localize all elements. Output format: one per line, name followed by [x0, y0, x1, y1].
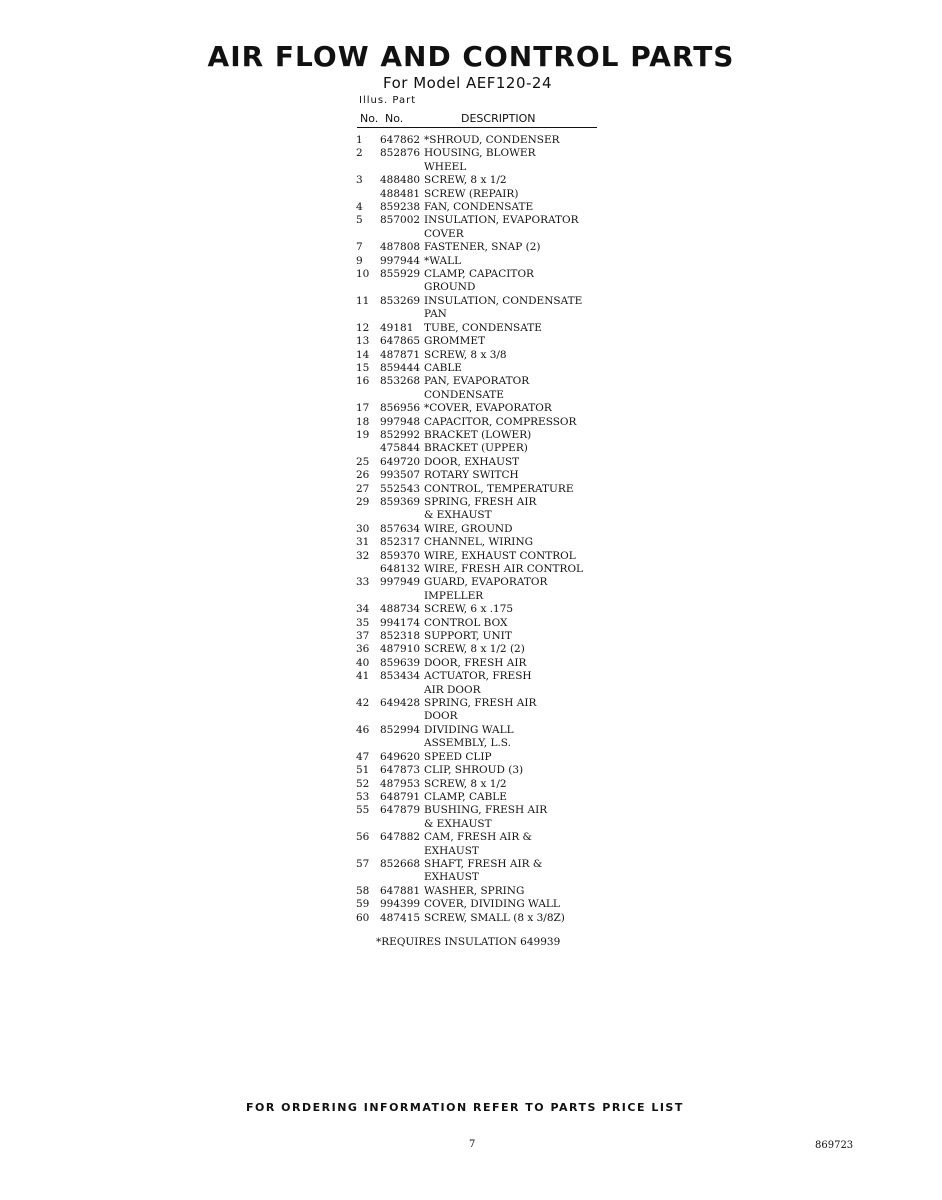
- illus-number: 37: [356, 630, 370, 643]
- part-number: 852994: [380, 723, 421, 736]
- part-row: [356, 818, 583, 831]
- column-header-part-no: No.: [385, 112, 404, 125]
- part-description: DOOR, EXHAUST: [424, 455, 520, 468]
- illus-number: 59: [356, 898, 370, 911]
- illus-number: [356, 509, 380, 522]
- part-number: 487953: [380, 777, 421, 790]
- part-description: CABLE: [424, 361, 462, 374]
- part-description: SHAFT, FRESH AIR &: [424, 857, 543, 870]
- part-row: [356, 268, 583, 281]
- illus-number: 10: [356, 268, 370, 281]
- part-row: [356, 831, 583, 844]
- model-subtitle: For Model AEF120-24: [383, 74, 553, 92]
- illus-number: 13: [356, 335, 370, 348]
- part-row: [356, 174, 583, 187]
- illus-number: 41: [356, 670, 370, 683]
- part-number: 475844: [380, 442, 421, 455]
- part-number: 997948: [380, 415, 421, 428]
- illus-number: [356, 871, 380, 884]
- illus-number: 42: [356, 697, 370, 710]
- part-row: [356, 617, 583, 630]
- illus-number: 18: [356, 415, 370, 428]
- part-description: *COVER, EVAPORATOR: [424, 402, 552, 415]
- part-description: CAM, FRESH AIR &: [424, 831, 532, 844]
- part-row: [356, 630, 583, 643]
- part-row: [356, 603, 583, 616]
- part-number: 857002: [380, 214, 421, 227]
- part-description: SCREW, 8 x 1/2 (2): [424, 643, 525, 656]
- part-row: [356, 416, 583, 429]
- part-row: [356, 845, 583, 858]
- parts-list: [356, 134, 583, 925]
- part-description: SCREW (REPAIR): [424, 187, 519, 200]
- part-number: 487871: [380, 348, 421, 361]
- column-header-description: DESCRIPTION: [461, 112, 536, 125]
- part-row: [356, 362, 583, 375]
- illus-number: 36: [356, 643, 370, 656]
- part-row: [356, 322, 583, 335]
- part-row: [356, 335, 583, 348]
- header-rule: [357, 127, 597, 128]
- illus-number: 7: [356, 241, 363, 254]
- part-row: [356, 456, 583, 469]
- part-row: [356, 469, 583, 482]
- part-row: [356, 643, 583, 656]
- part-description: DOOR, FRESH AIR: [424, 656, 527, 669]
- part-description: WHEEL: [424, 160, 467, 173]
- document-code: 869723: [815, 1140, 854, 1151]
- part-row: [356, 670, 583, 683]
- part-number: 649720: [380, 455, 421, 468]
- illus-number: [356, 737, 380, 750]
- part-description: SCREW, 8 x 1/2: [424, 777, 507, 790]
- part-description: GROMMET: [424, 335, 486, 348]
- illus-number: 11: [356, 294, 370, 307]
- part-number: 857634: [380, 522, 421, 535]
- illus-number: 35: [356, 616, 370, 629]
- part-row: [356, 442, 583, 455]
- part-description: CHANNEL, WIRING: [424, 536, 534, 549]
- illus-number: 15: [356, 361, 370, 374]
- illus-number: 30: [356, 522, 370, 535]
- illus-number: 4: [356, 201, 363, 214]
- part-row: [356, 147, 583, 160]
- part-row: [356, 710, 583, 723]
- part-number: 856956: [380, 402, 421, 415]
- part-number: 852668: [380, 857, 421, 870]
- column-header-illus-no: No.: [360, 112, 379, 125]
- part-description: & EXHAUST: [424, 509, 492, 522]
- part-description: CONTROL, TEMPERATURE: [424, 482, 574, 495]
- part-description: COVER, DIVIDING WALL: [424, 898, 560, 911]
- part-row: [356, 912, 583, 925]
- part-row: [356, 483, 583, 496]
- part-description: SPRING, FRESH AIR: [424, 697, 537, 710]
- part-description: SUPPORT, UNIT: [424, 630, 512, 643]
- part-number: 649620: [380, 750, 421, 763]
- illus-number: 58: [356, 884, 370, 897]
- illus-number: 33: [356, 576, 370, 589]
- part-number: [380, 161, 424, 174]
- part-description: CLAMP, CAPACITOR: [424, 268, 534, 281]
- part-description: SPEED CLIP: [424, 750, 492, 763]
- illus-number: [356, 563, 380, 576]
- illus-number: 14: [356, 348, 370, 361]
- part-description: FASTENER, SNAP (2): [424, 241, 541, 254]
- part-number: 852876: [380, 147, 421, 160]
- part-number: 49181: [380, 321, 414, 334]
- part-description: EXHAUST: [424, 844, 479, 857]
- part-number: 997944: [380, 254, 421, 267]
- part-description: FAN, CONDENSATE: [424, 201, 534, 214]
- illus-number: 40: [356, 656, 370, 669]
- part-description: WIRE, GROUND: [424, 522, 513, 535]
- part-description: & EXHAUST: [424, 817, 492, 830]
- illus-number: 34: [356, 603, 370, 616]
- part-row: [356, 429, 583, 442]
- illus-number: 19: [356, 428, 370, 441]
- part-number: 647862: [380, 134, 421, 146]
- illus-number: 16: [356, 375, 370, 388]
- part-row: [356, 804, 583, 817]
- part-number: 859444: [380, 361, 421, 374]
- part-row: [356, 241, 583, 254]
- part-row: [356, 550, 583, 563]
- part-number: [380, 818, 424, 831]
- part-number: 994399: [380, 898, 421, 911]
- part-row: [356, 308, 583, 321]
- part-number: [380, 228, 424, 241]
- part-description: WIRE, EXHAUST CONTROL: [424, 549, 576, 562]
- illus-number: [356, 442, 380, 455]
- part-number: 855929: [380, 268, 421, 281]
- part-row: [356, 496, 583, 509]
- part-row: [356, 389, 583, 402]
- part-description: DIVIDING WALL: [424, 723, 514, 736]
- part-row: [356, 281, 583, 294]
- illus-number: 3: [356, 174, 363, 187]
- part-description: INSULATION, CONDENSATE: [424, 294, 583, 307]
- part-description: PAN: [424, 308, 447, 321]
- part-row: [356, 523, 583, 536]
- illus-number: 46: [356, 723, 370, 736]
- illus-number: 31: [356, 536, 370, 549]
- illus-number: [356, 228, 380, 241]
- part-description: WIRE, FRESH AIR CONTROL: [424, 563, 584, 575]
- part-description: GROUND: [424, 281, 476, 294]
- part-description: BRACKET (LOWER): [424, 428, 532, 441]
- part-row: [356, 188, 583, 201]
- illus-number: 29: [356, 495, 370, 508]
- part-number: 853434: [380, 670, 421, 683]
- part-number: [380, 389, 424, 402]
- insulation-note: *REQUIRES INSULATION 649939: [376, 936, 561, 948]
- illus-number: 17: [356, 402, 370, 415]
- illus-number: 52: [356, 777, 370, 790]
- part-number: 997949: [380, 576, 421, 589]
- part-number: 487808: [380, 241, 421, 254]
- part-row: [356, 898, 583, 911]
- part-row: [356, 697, 583, 710]
- part-row: [356, 214, 583, 227]
- part-number: [380, 737, 424, 750]
- part-number: 993507: [380, 469, 421, 482]
- illus-number: 53: [356, 790, 370, 803]
- illus-number: [356, 684, 380, 697]
- part-description: CONDENSATE: [424, 388, 504, 401]
- part-row: [356, 590, 583, 603]
- part-number: 647879: [380, 804, 421, 817]
- part-row: [356, 871, 583, 884]
- illus-number: [356, 389, 380, 402]
- part-description: *SHROUD, CONDENSER: [424, 134, 560, 146]
- part-number: 647865: [380, 335, 421, 348]
- part-number: 853269: [380, 294, 421, 307]
- part-description: DOOR: [424, 710, 458, 723]
- part-description: CLAMP, CABLE: [424, 790, 507, 803]
- part-number: 647882: [380, 831, 421, 844]
- part-number: 852992: [380, 428, 421, 441]
- part-number: 649428: [380, 697, 421, 710]
- part-description: CAPACITOR, COMPRESSOR: [424, 415, 577, 428]
- part-number: [380, 509, 424, 522]
- part-row: [356, 657, 583, 670]
- part-number: 487910: [380, 643, 421, 656]
- part-number: 648791: [380, 790, 421, 803]
- part-number: 853268: [380, 375, 421, 388]
- part-description: SCREW, 6 x .175: [424, 603, 514, 616]
- part-description: EXHAUST: [424, 871, 479, 884]
- part-row: [356, 375, 583, 388]
- part-description: BRACKET (UPPER): [424, 442, 528, 455]
- part-row: [356, 201, 583, 214]
- part-number: 859370: [380, 549, 421, 562]
- part-description: CLIP, SHROUD (3): [424, 764, 524, 777]
- part-description: CONTROL BOX: [424, 616, 508, 629]
- part-row: [356, 724, 583, 737]
- part-number: 488480: [380, 174, 421, 187]
- part-description: *WALL: [424, 254, 462, 267]
- part-number: 859238: [380, 201, 421, 214]
- part-description: GUARD, EVAPORATOR: [424, 576, 548, 589]
- part-row: [356, 791, 583, 804]
- part-description: ACTUATOR, FRESH: [424, 670, 532, 683]
- part-number: 852317: [380, 536, 421, 549]
- part-row: [356, 509, 583, 522]
- part-number: [380, 845, 424, 858]
- part-row: [356, 858, 583, 871]
- part-number: 488734: [380, 603, 421, 616]
- part-number: [380, 308, 424, 321]
- illus-number: [356, 161, 380, 174]
- illus-number: 55: [356, 804, 370, 817]
- part-description: ROTARY SWITCH: [424, 469, 519, 482]
- part-number: 488481: [380, 187, 421, 200]
- part-row: [356, 402, 583, 415]
- illus-number: [356, 845, 380, 858]
- part-number: 648132: [380, 563, 421, 575]
- part-description: SCREW, SMALL (8 x 3/8Z): [424, 911, 565, 924]
- part-description: BUSHING, FRESH AIR: [424, 804, 548, 817]
- illus-number: 2: [356, 147, 363, 160]
- illus-number: 25: [356, 455, 370, 468]
- part-row: [356, 349, 583, 362]
- part-row: [356, 295, 583, 308]
- part-description: COVER: [424, 227, 464, 240]
- part-description: IMPELLER: [424, 589, 484, 602]
- page-title: AIR FLOW AND CONTROL PARTS: [207, 40, 735, 73]
- illus-number: [356, 308, 380, 321]
- illus-number: [356, 710, 380, 723]
- part-row: [356, 563, 583, 576]
- part-number: [380, 684, 424, 697]
- part-description: PAN, EVAPORATOR: [424, 375, 530, 388]
- part-number: 552543: [380, 482, 421, 495]
- part-row: [356, 737, 583, 750]
- part-row: [356, 885, 583, 898]
- part-number: 852318: [380, 630, 421, 643]
- part-description: WASHER, SPRING: [424, 884, 525, 897]
- part-description: SCREW, 8 x 3/8: [424, 348, 507, 361]
- part-number: [380, 710, 424, 723]
- page-number: 7: [469, 1139, 476, 1150]
- part-number: 859639: [380, 656, 421, 669]
- part-description: ASSEMBLY, L.S.: [424, 737, 511, 750]
- ordering-footer: FOR ORDERING INFORMATION REFER TO PARTS PRICE LIST: [246, 1101, 684, 1114]
- part-description: HOUSING, BLOWER: [424, 147, 536, 160]
- part-row: [356, 134, 583, 147]
- part-number: 859369: [380, 495, 421, 508]
- part-row: [356, 161, 583, 174]
- illus-number: 47: [356, 750, 370, 763]
- part-row: [356, 536, 583, 549]
- illus-number: 26: [356, 469, 370, 482]
- part-description: AIR DOOR: [424, 683, 481, 696]
- part-number: [380, 590, 424, 603]
- part-number: 647881: [380, 884, 421, 897]
- illus-number: 51: [356, 764, 370, 777]
- part-row: [356, 751, 583, 764]
- illus-number: 9: [356, 254, 363, 267]
- illus-number: [356, 818, 380, 831]
- part-row: [356, 684, 583, 697]
- illus-number: 1: [356, 134, 363, 146]
- illus-number: 60: [356, 911, 370, 924]
- part-description: INSULATION, EVAPORATOR: [424, 214, 579, 227]
- illus-number: [356, 188, 380, 201]
- part-number: 994174: [380, 616, 421, 629]
- part-description: SPRING, FRESH AIR: [424, 495, 537, 508]
- illus-number: 57: [356, 857, 370, 870]
- illus-number: 12: [356, 321, 370, 334]
- illus-number: 27: [356, 482, 370, 495]
- illus-number: 56: [356, 831, 370, 844]
- part-number: 487415: [380, 911, 421, 924]
- part-number: [380, 871, 424, 884]
- illus-number: [356, 590, 380, 603]
- illus-number: [356, 281, 380, 294]
- part-row: [356, 255, 583, 268]
- illus-number: 5: [356, 214, 363, 227]
- part-row: [356, 764, 583, 777]
- part-row: [356, 576, 583, 589]
- illus-part-label: Illus. Part: [359, 95, 417, 106]
- part-description: TUBE, CONDENSATE: [424, 321, 542, 334]
- part-row: [356, 778, 583, 791]
- part-number: [380, 281, 424, 294]
- part-row: [356, 228, 583, 241]
- illus-number: 32: [356, 549, 370, 562]
- part-description: SCREW, 8 x 1/2: [424, 174, 507, 187]
- part-number: 647873: [380, 764, 421, 777]
